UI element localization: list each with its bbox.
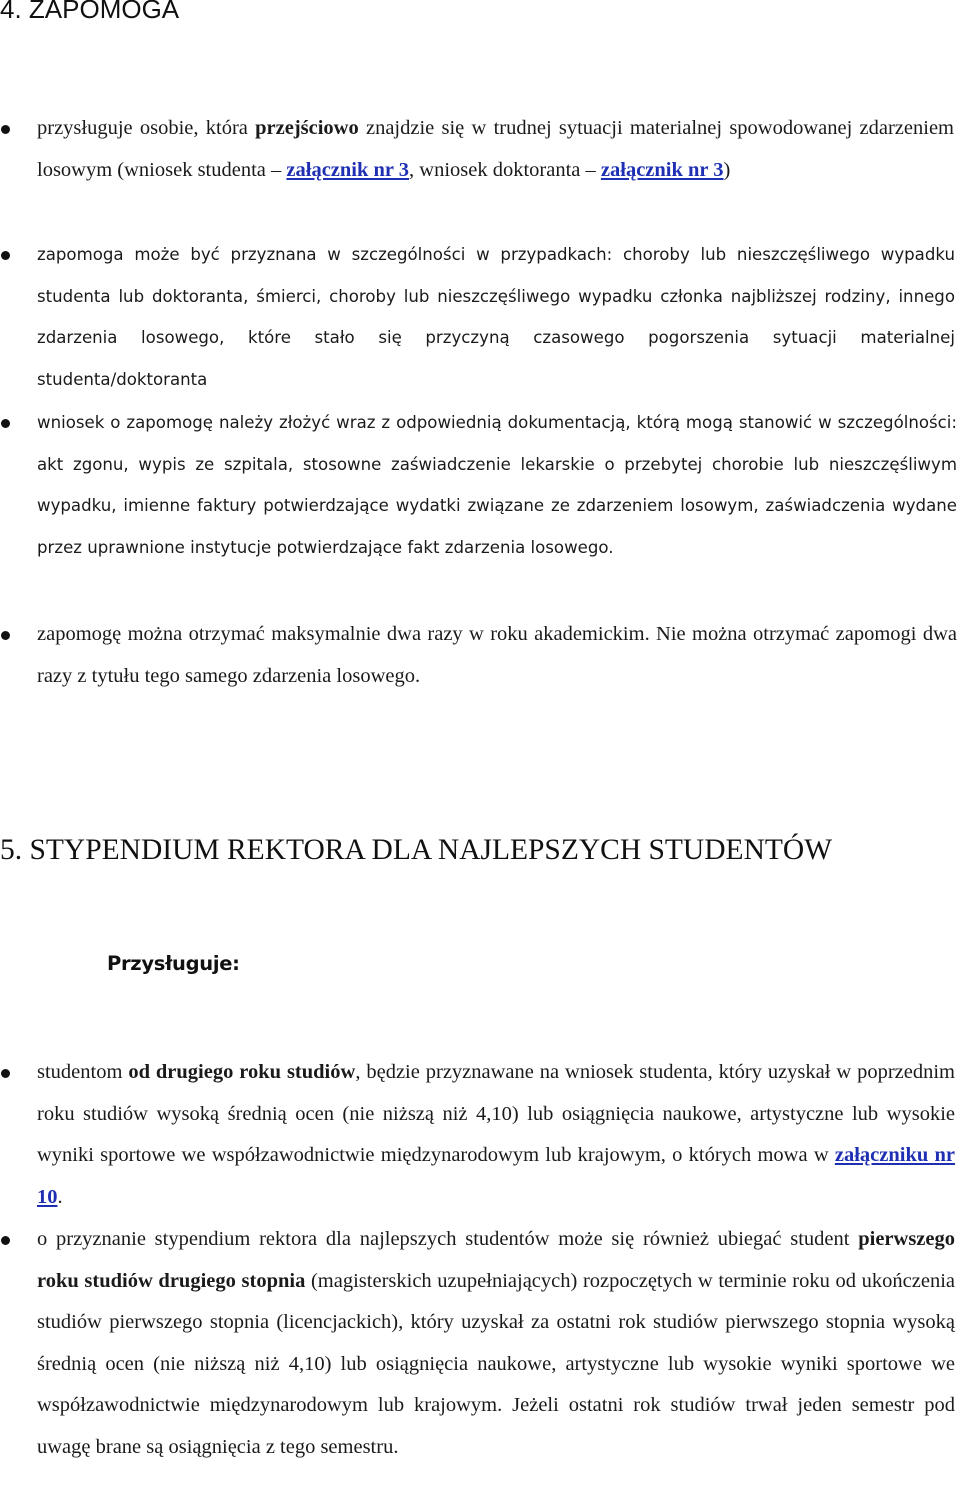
text-segment: o przyznanie stypendium rektora dla najlepszych studentów może się również ubiegać student	[37, 1228, 859, 1250]
text-segment: znajdzie się w trudnej sytuacji materialnej spowodowanej zdarzeniem losowym (wniosek studenta –	[37, 117, 954, 181]
text-segment: )	[723, 158, 731, 181]
section-5-heading: 5. STYPENDIUM REKTORA DLA NAJLEPSZYCH STUDENTÓW	[0, 834, 833, 866]
bullet-icon	[1, 125, 10, 134]
text-segment: , będzie przyznawane na wniosek studenta, który uzyskał w poprzednim roku studiów wysoką średnią ocen (nie niższą niż 4,10) lub osiągnięcia naukowe, artystyczne lub wysokie wyniki sportowe we współzawodnictwie międzynarodowym lub krajowym, o których mowa w	[37, 1061, 955, 1167]
bullet-icon	[1, 631, 10, 640]
list-item-text	[37, 1052, 955, 1218]
section-5-subheading: Przysługuje:	[107, 952, 240, 975]
emphasis-text: od drugiego roku studiów	[128, 1061, 356, 1083]
attachment-3-link-doctoral[interactable]: załącznik nr 3	[600, 158, 724, 181]
bullet-icon	[1, 251, 10, 260]
emphasis-text: pierwszego roku studiów drugiego stopnia	[37, 1228, 955, 1292]
list-item-text	[37, 108, 954, 191]
section-4-heading: 4. ZAPOMOGA	[0, 0, 180, 24]
list-item-text: wniosek o zapomogę należy złożyć wraz z odpowiednią dokumentacją, którą mogą stanowić w szczególności: akt zgonu, wypis ze szpitala, stosowne zaświadczenie lekarskie o przebytej chorobie lub nieszczęśliwym wypadku, imienne faktury potwierdzające wydatki związane ze zdarzeniem losowym, zaświadczenia wydane przez uprawnione instytucje potwierdzające fakt zdarzenia losowego.	[37, 413, 957, 557]
text-segment: studentom	[37, 1061, 129, 1083]
text-segment: przysługuje osobie, która	[37, 117, 256, 139]
emphasis-text: przejściowo	[255, 117, 359, 139]
attachment-10-link[interactable]: załączniku nr 10	[37, 1144, 955, 1208]
list-item-text: zapomogę można otrzymać maksymalnie dwa razy w roku akademickim. Nie można otrzymać zapomogi dwa razy z tytułu tego samego zdarzenia losowego.	[37, 623, 957, 687]
bullet-icon	[1, 1069, 10, 1078]
bullet-icon	[1, 419, 10, 428]
attachment-3-link[interactable]: załącznik nr 3	[286, 158, 410, 181]
list-item-text	[37, 1219, 955, 1469]
list-item-text: zapomoga może być przyznana w szczególności w przypadkach: choroby lub nieszczęśliwego wypadku studenta lub doktoranta, śmierci, choroby lub nieszczęśliwego wypadku członka najbliższej rodziny, innego zdarzenia losowego, które stało się przyczyną czasowego pogorszenia sytuacji materialnej studenta/doktoranta	[37, 245, 955, 389]
text-segment: (magisterskich uzupełniających) rozpoczętych w terminie roku od ukończenia studiów pierwszego stopnia (licencjackich), który uzyskał za ostatni rok studiów pierwszego stopnia wysoką średnią ocen (nie niższą niż 4,10) lub osiągnięcia naukowe, artystyczne lub wysokie wyniki sportowe we współzawodnictwie międzynarodowym lub krajowym. Jeżeli ostatni rok studiów trwał jeden semestr pod uwagę brane są osiągnięcia z tego semestru.	[37, 1269, 955, 1458]
bullet-icon	[1, 1236, 10, 1245]
text-segment: .	[57, 1185, 63, 1208]
text-segment: , wniosek doktoranta –	[409, 158, 601, 181]
